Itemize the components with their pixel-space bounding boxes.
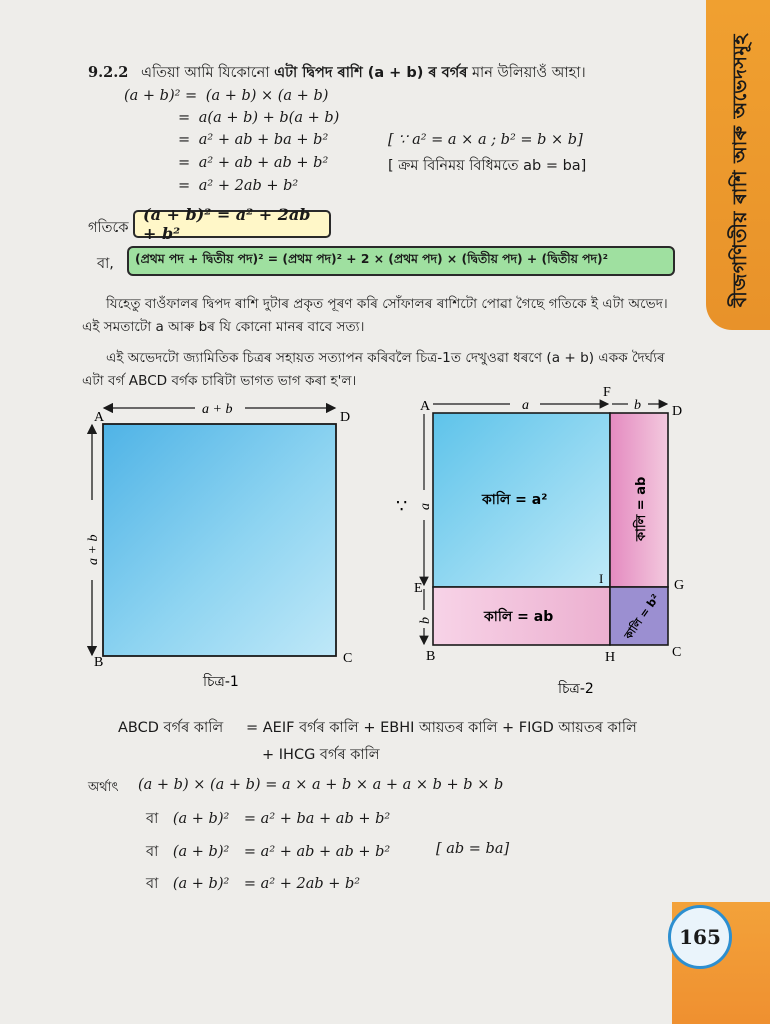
derivation-lhs: = bbox=[178, 132, 191, 148]
para2-line1: এই অভেদটো জ্যামিতিক চিত্ৰৰ সহায়ত সত্যাপন কৰিবলৈ চিত্ৰ-1ত দেখুওৱা ধৰণে (a + b) একক দৈৰ্ঘ্যৰ bbox=[106, 350, 665, 366]
fig2-label-I: I bbox=[599, 571, 604, 586]
derivation-rhs: a(a + b) + b(a + b) bbox=[198, 110, 340, 126]
derivation-note-2: [ ক্ৰম বিনিময় বিধিমতে ab = ba] bbox=[388, 158, 587, 174]
conclusion-note: [ ab = ba] bbox=[436, 841, 510, 857]
fig2-area-ab-bottom: কালি = ab bbox=[484, 609, 554, 625]
therefore-label: গতিকে bbox=[88, 220, 129, 236]
conclusion-label: অৰ্থাৎ bbox=[88, 780, 119, 795]
fig2-top-b-label: b bbox=[634, 398, 641, 413]
fig2-label-C: C bbox=[672, 645, 682, 660]
fig2-label-H: H bbox=[605, 650, 616, 665]
fig1-caption: চিত্ৰ-1 bbox=[203, 674, 239, 690]
therefore-sign: ∵ bbox=[396, 496, 408, 517]
intro-tail-text: মান উলিয়াওঁ আহা। bbox=[467, 65, 586, 81]
area-statement-lhs: ABCD বৰ্গৰ কালি bbox=[118, 720, 224, 736]
fig2-area-a2: কালি = a² bbox=[482, 492, 548, 508]
para1-line2: এই সমতাটো a আৰু bৰ যি কোনো মানৰ বাবে সত্য। bbox=[82, 319, 365, 335]
intro-text: এতিয়া আমি যিকোনো bbox=[140, 65, 275, 81]
derivation-rhs: a² + ab + ba + b² bbox=[198, 132, 329, 148]
derivation-rhs: a² + 2ab + b² bbox=[198, 178, 299, 194]
area-statement-line1: = AEIF বৰ্গৰ কালি + EBHI আয়তৰ কালি + FIGD আয়তৰ কালি bbox=[246, 720, 637, 736]
conclusion-first-line: (a + b) × (a + b) = a × a + b × a + a × b + b × b bbox=[138, 777, 504, 793]
fig1-square bbox=[103, 424, 336, 656]
derivation-lhs: = bbox=[178, 178, 191, 194]
fig2-area-b2: কালি = b² bbox=[621, 591, 663, 642]
fig1-label-C: C bbox=[343, 651, 353, 666]
fig2-area-ab-right: কালি = ab bbox=[634, 476, 649, 541]
identity-in-words: (প্ৰথম পদ + দ্বিতীয় পদ)² = (প্ৰথম পদ)² + 2 × (প্ৰথম পদ) × (দ্বিতীয় পদ) + (দ্বিতীয় পদ)² bbox=[135, 252, 608, 266]
conclusion-rhs: = a² + ba + ab + b² bbox=[243, 811, 391, 827]
fig2-label-G: G bbox=[674, 578, 685, 593]
or-word: বা bbox=[146, 844, 159, 860]
conclusion-lhs: (a + b)² bbox=[172, 844, 230, 860]
conclusion-row bbox=[146, 808, 390, 832]
fig2-label-E: E bbox=[414, 581, 423, 596]
fig1-top-label: a + b bbox=[202, 402, 233, 417]
chapter-title: বীজগণিতীয় ৰাশি আৰু অভেদসমূহ bbox=[729, 34, 751, 308]
section-number: 9.2.2 bbox=[88, 64, 129, 81]
fig1-label-A: A bbox=[94, 410, 105, 425]
fig2-caption: চিত্ৰ-2 bbox=[558, 681, 594, 697]
fig2-label-B: B bbox=[426, 649, 436, 664]
conclusion-row bbox=[146, 873, 360, 897]
fig2-side-a-label: a bbox=[418, 503, 433, 510]
conclusion-row bbox=[146, 841, 390, 865]
fig2-label-A: A bbox=[420, 399, 431, 414]
derivation-lhs: = bbox=[178, 155, 191, 171]
or-label: বা, bbox=[97, 256, 114, 272]
derivation-rhs: a² + ab + ab + b² bbox=[198, 155, 329, 171]
derivation-note-1: [ ∵ a² = a × a ; b² = b × b] bbox=[388, 132, 583, 148]
para2-line2: এটা বৰ্গ ABCD বৰ্গক চাৰিটা ভাগত ভাগ কৰা হ'ল। bbox=[82, 373, 357, 389]
fig2-top-a-label: a bbox=[522, 398, 529, 413]
conclusion-lhs: (a + b)² bbox=[172, 811, 230, 827]
identity-formula: (a + b)² = a² + 2ab + b² bbox=[143, 205, 311, 243]
para1-line1: যিহেতু বাওঁফালৰ দ্বিপদ ৰাশি দুটাৰ প্ৰকৃত পূৰণ কৰি সোঁফালৰ ৰাশিটো পোৱা গৈছে গতিকে ই এটা অভেদ। bbox=[106, 296, 668, 312]
derivation-rhs: (a + b) × (a + b) bbox=[205, 88, 329, 104]
fig1-label-B: B bbox=[94, 655, 104, 670]
conclusion-lhs: (a + b)² bbox=[172, 876, 230, 892]
fig2-side-b-label: b bbox=[418, 617, 433, 624]
derivation-lhs: (a + b)² = bbox=[124, 88, 198, 104]
conclusion-rhs: = a² + ab + ab + b² bbox=[243, 844, 391, 860]
fig2-label-F: F bbox=[603, 385, 611, 400]
area-statement-line2: + IHCG বৰ্গৰ কালি bbox=[262, 747, 380, 763]
fig2-label-D: D bbox=[672, 404, 683, 419]
or-word: বা bbox=[146, 876, 159, 892]
fig1-label-D: D bbox=[340, 410, 351, 425]
conclusion-rhs: = a² + 2ab + b² bbox=[243, 876, 361, 892]
page-number: 165 bbox=[668, 905, 732, 969]
intro-bold-text: এটা দ্বিপদ ৰাশি (a + b) ৰ বৰ্গৰ bbox=[274, 65, 468, 81]
or-word: বা bbox=[146, 811, 159, 827]
fig1-side-label: a + b bbox=[86, 534, 101, 565]
derivation-lhs: = bbox=[178, 110, 191, 126]
